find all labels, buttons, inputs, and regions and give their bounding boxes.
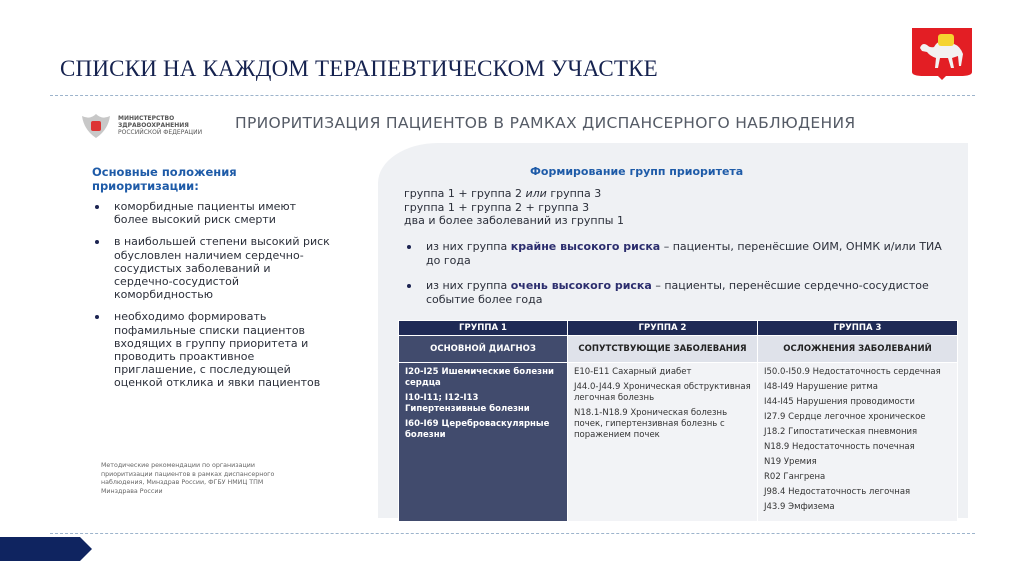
risk-pre: из них группа	[426, 240, 511, 253]
rule-or: или	[525, 187, 547, 200]
table-row	[399, 363, 958, 522]
risk-level: крайне высокого риска	[510, 240, 661, 253]
embedded-title: ПРИОРИТИЗАЦИЯ ПАЦИЕНТОВ В РАМКАХ ДИСПАНСЕРНОГО НАБЛЮДЕНИЯ	[235, 114, 856, 132]
rule-text: группа 1 + группа 2	[404, 187, 526, 200]
list-item	[404, 279, 944, 307]
eagle-emblem-icon	[80, 110, 112, 140]
diagnosis-item: J18.2 Гипостатическая пневмония	[764, 427, 918, 437]
list-item: необходимо формировать пофамильные списки пациентов входящих в группу приоритета и проводить проактивное приглашение, с последующей оценкой отклика и явки пациентов	[92, 310, 332, 389]
diagnosis-item: J98.4 Недостаточность легочная	[764, 487, 911, 497]
subheader: ОСНОВНОЙ ДИАГНОЗ	[399, 336, 568, 363]
source-note: Методические рекомендации по организации приоритизации пациентов в рамках диспансерного наблюдения, Минздрав России, ФГБУ НМИЦ ТПМ Минздрава России	[101, 462, 275, 495]
group2-cell	[568, 363, 758, 522]
diagnosis-item: J43.9 Эмфизема	[764, 502, 835, 512]
logo-line: ЗДРАВООХРАНЕНИЯ	[118, 121, 189, 129]
subheader: СОПУТСТВУЮЩИЕ ЗАБОЛЕВАНИЯ	[568, 336, 758, 363]
arrow-decoration-icon	[0, 537, 92, 561]
risk-level: очень высокого риска	[510, 279, 652, 292]
diagnosis-item: R02 Гангрена	[764, 472, 826, 482]
diagnosis-item: I44-I45 Нарушения проводимости	[764, 397, 915, 407]
column-header: ГРУППА 1	[399, 321, 568, 336]
rule-text: два и более заболеваний из группы 1	[404, 214, 624, 227]
column-header: ГРУППА 3	[758, 321, 958, 336]
rule-text: группа 1 + группа 2 + группа 3	[404, 200, 590, 214]
ministry-logo	[80, 110, 202, 140]
diagnosis-item: E10-E11 Сахарный диабет	[574, 367, 692, 377]
diagnosis-item: N19 Уремия	[764, 457, 817, 467]
slide-title: СПИСКИ НА КАЖДОМ ТЕРАПЕВТИЧЕСКОМ УЧАСТКЕ	[60, 56, 658, 81]
list-item: в наибольшей степени высокий риск обусловлен наличием сердечно-сосудистых заболеваний и сердечно-сосудистой коморбидностью	[92, 235, 332, 301]
divider-top	[50, 95, 975, 96]
subheader: ОСЛОЖНЕНИЯ ЗАБОЛЕВАНИЙ	[758, 336, 958, 363]
diagnosis-item: I10-I11; I12-I13 Гипертензивные болезни	[405, 393, 530, 414]
panel-heading: Формирование групп приоритета	[530, 165, 744, 178]
table-subheader-row	[399, 336, 958, 363]
group-rules	[404, 187, 624, 228]
group3-cell	[758, 363, 958, 522]
logo-line: МИНИСТЕРСТВО	[118, 114, 175, 122]
diagnosis-item: I48-I49 Нарушение ритма	[764, 382, 878, 392]
divider-bottom	[50, 533, 975, 534]
left-heading: Основные положения приоритизации:	[92, 165, 237, 193]
diagnosis-item: I60-I69 Цереброваскулярные болезни	[405, 419, 550, 440]
diagnosis-item: N18.1-N18.9 Хроническая болезнь почек, гипертензивная болезнь с поражением почек	[574, 408, 728, 440]
groups-table	[398, 320, 958, 522]
diagnosis-item: I27.9 Сердце легочное хроническое	[764, 412, 926, 422]
list-item: коморбидные пациенты имеют более высокий риск смерти	[92, 200, 332, 226]
logo-line: РОССИЙСКОЙ ФЕДЕРАЦИИ	[118, 128, 203, 136]
risk-pre: из них группа	[426, 279, 511, 292]
diagnosis-item: N18.9 Недостаточность почечная	[764, 442, 915, 452]
diagnosis-item: J44.0-J44.9 Хроническая обструктивная легочная болезнь	[574, 382, 751, 403]
diagnosis-item: I20-I25 Ишемические болезни сердца	[405, 367, 554, 388]
diagnosis-item: I50.0-I50.9 Недостаточность сердечная	[764, 367, 941, 377]
list-item	[404, 240, 944, 268]
risk-list	[404, 240, 944, 318]
chelyabinsk-coat-of-arms-icon	[910, 26, 974, 80]
table-header-row	[399, 321, 958, 336]
group1-cell	[399, 363, 568, 522]
left-bullet-list	[92, 200, 332, 399]
risk-desc: – пациенты, перенёсшие ОИМ, ОНМК и/или ТИА до года	[426, 240, 942, 267]
column-header: ГРУППА 2	[568, 321, 758, 336]
risk-desc: – пациенты, перенёсшие сердечно-сосудистое событие более года	[426, 279, 929, 306]
rule-text: группа 3	[546, 187, 602, 200]
